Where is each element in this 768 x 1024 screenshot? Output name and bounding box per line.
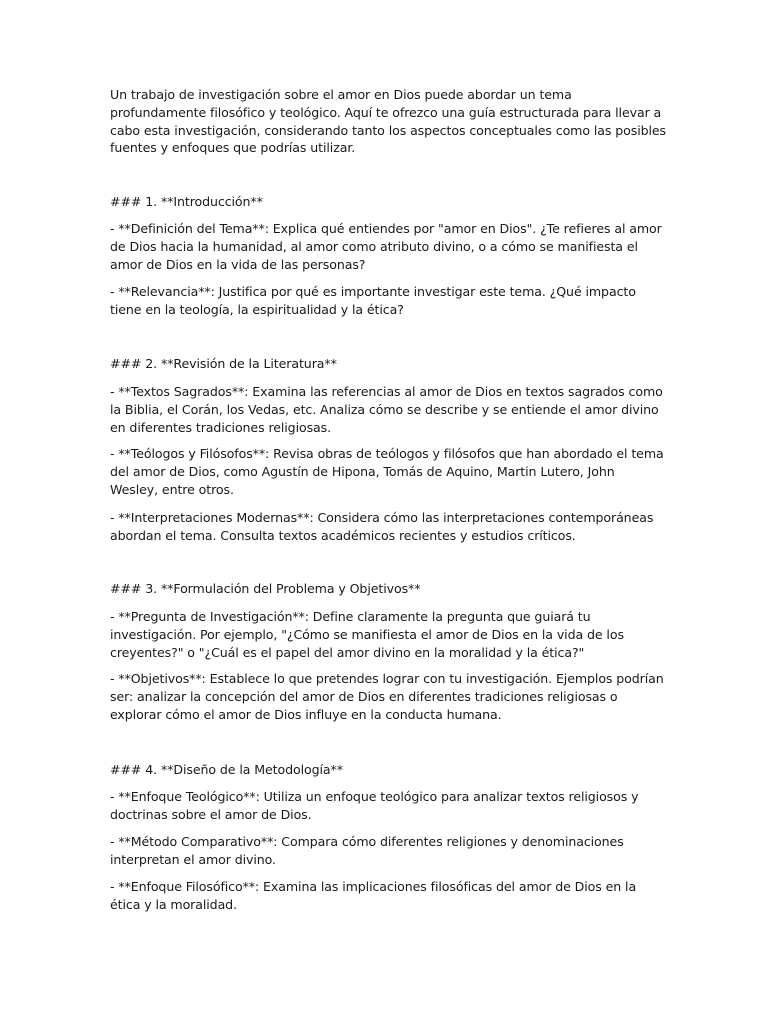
section-item-metodo-comparativo: - **Método Comparativo**: Compara cómo diferentes religiones y denominaciones interpretan el amor divino. [110, 834, 624, 867]
section-item-pregunta: - **Pregunta de Investigación**: Define claramente la pregunta que guiará tu investigación. Por ejemplo, "¿Cómo se manifiesta el amor de Dios en la vida de los creyentes?" o "¿Cuál es el papel del amor divino en la moralidad y la ética?" [110, 609, 624, 660]
section-item-objetivos: - **Objetivos**: Establece lo que pretendes lograr con tu investigación. Ejemplos podrían ser: analizar la concepción del amor de Dios en diferentes tradiciones religiosas o explorar cómo el amor de Dios influye en la conducta humana. [110, 671, 664, 722]
section-heading-formulacion: ### 3. **Formulación del Problema y Objetivos** [110, 581, 421, 596]
section-heading-revision: ### 2. **Revisión de la Literatura** [110, 356, 337, 371]
intro-paragraph: Un trabajo de investigación sobre el amor en Dios puede abordar un tema profundamente filosófico y teológico. Aquí te ofrezco una guía estructurada para llevar a cabo esta investigación, considerando tanto los aspectos conceptuales como las posibles fuentes y enfoques que podrías utilizar. [110, 87, 666, 156]
section-item-textos-sagrados: - **Textos Sagrados**: Examina las referencias al amor de Dios en textos sagrados como la Biblia, el Corán, los Vedas, etc. Analiza cómo se describe y se entiende el amor divino en diferentes tradiciones religiosas. [110, 384, 663, 435]
section-item-enfoque-teologico: - **Enfoque Teológico**: Utiliza un enfoque teológico para analizar textos religiosos y doctrinas sobre el amor de Dios. [110, 789, 639, 822]
section-item-enfoque-filosofico: - **Enfoque Filosófico**: Examina las implicaciones filosóficas del amor de Dios en la ética y la moralidad. [110, 879, 637, 912]
section-item-relevancia: - **Relevancia**: Justifica por qué es importante investigar este tema. ¿Qué impacto tiene en la teología, la espiritualidad y la ética? [110, 284, 636, 317]
section-item-interpretaciones: - **Interpretaciones Modernas**: Considera cómo las interpretaciones contemporáneas abordan el tema. Consulta textos académicos recientes y estudios críticos. [110, 510, 654, 543]
section-item-teologos: - **Teólogos y Filósofos**: Revisa obras de teólogos y filósofos que han abordado el tema del amor de Dios, como Agustín de Hipona, Tomás de Aquino, Martin Lutero, John Wesley, entre otros. [110, 446, 664, 497]
section-heading-metodologia: ### 4. **Diseño de la Metodología** [110, 762, 343, 777]
section-item-definicion: - **Definición del Tema**: Explica qué entiendes por "amor en Dios". ¿Te refieres al amor de Dios hacia la humanidad, al amor como atributo divino, o a cómo se manifiesta el amor de Dios en la vida de las personas? [110, 221, 662, 272]
section-heading-introduccion: ### 1. **Introducción** [110, 194, 263, 209]
